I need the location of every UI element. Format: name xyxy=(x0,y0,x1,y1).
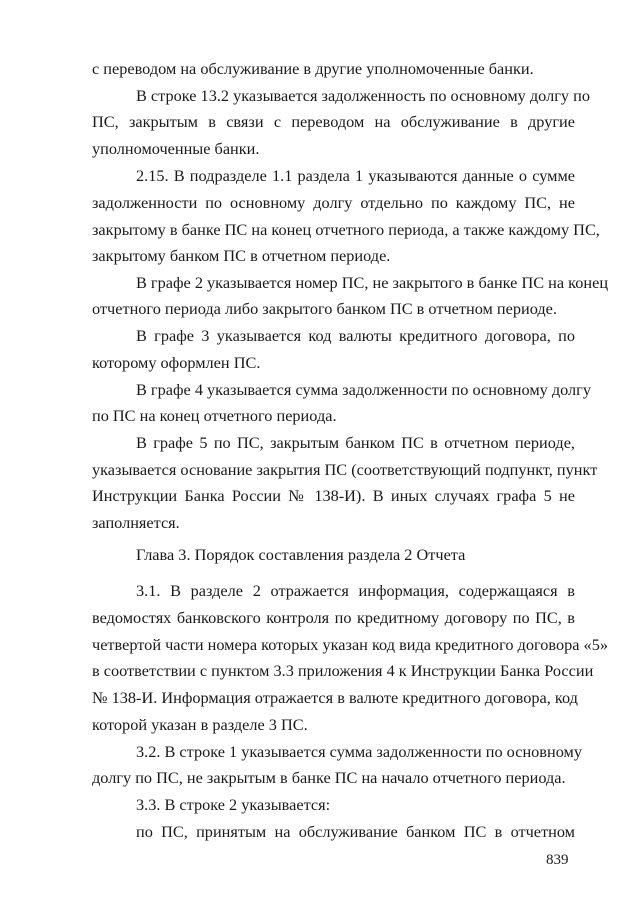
text-line: по ПС на конец отчетного периода. xyxy=(92,406,337,425)
chapter-heading: Глава 3. Порядок составления раздела 2 Отчета xyxy=(136,545,466,564)
text-line: В графе 4 указывается сумма задолженности по основному долгу xyxy=(136,380,591,399)
page-number: 839 xyxy=(546,852,569,868)
text-line: четвертой части номера которых указан код вида кредитного договора «5» xyxy=(92,635,608,654)
text-line: 2.15. В подразделе 1.1 раздела 1 указываются данные о сумме xyxy=(136,166,575,185)
text-line: Инструкции Банка России № 138-И). В иных случаях графа 5 не xyxy=(92,486,575,505)
text-line: закрытому банком ПС в отчетном периоде. xyxy=(92,246,391,265)
text-line: которой указан в разделе 3 ПС. xyxy=(92,715,308,734)
text-line: указывается основание закрытия ПС (соответствующий подпункт, пункт xyxy=(92,460,598,479)
text-line: задолженности по основному долгу отдельно по каждому ПС, не xyxy=(92,193,575,212)
text-line: ПС, закрытым в связи с переводом на обслуживание в другие xyxy=(92,112,575,131)
text-line: ведомостях банковского контроля по кредитному договору по ПС, в xyxy=(92,608,575,627)
text-line: В графе 5 по ПС, закрытым банком ПС в отчетном периоде, xyxy=(136,433,575,452)
text-line: уполномоченные банки. xyxy=(92,139,260,158)
text-line: 3.1. В разделе 2 отражается информация, содержащаяся в xyxy=(136,581,575,600)
text-line: В графе 2 указывается номер ПС, не закрытого в банке ПС на конец xyxy=(136,273,609,292)
text-line: № 138-И. Информация отражается в валюте кредитного договора, код xyxy=(92,688,578,707)
text-line: заполняется. xyxy=(92,513,180,532)
text-line: закрытому в банке ПС на конец отчетного периода, а также каждому ПС, xyxy=(92,220,600,239)
text-line: 3.3. В строке 2 указывается: xyxy=(136,795,331,814)
text-line: которому оформлен ПС. xyxy=(92,353,261,372)
text-line: долгу по ПС, не закрытым в банке ПС на начало отчетного периода. xyxy=(92,768,566,787)
text-line: В графе 3 указывается код валюты кредитного договора, по xyxy=(136,326,575,345)
text-line: В строке 13.2 указывается задолженность по основному долгу по xyxy=(136,86,590,105)
text-line: 3.2. В строке 1 указывается сумма задолженности по основному xyxy=(136,742,582,761)
text-line: с переводом на обслуживание в другие уполномоченные банки. xyxy=(92,59,534,78)
text-line: в соответствии с пунктом 3.3 приложения 4 к Инструкции Банка России xyxy=(92,661,594,680)
text-line: по ПС, принятым на обслуживание банком ПС в отчетном xyxy=(136,822,575,841)
text-line: отчетного периода либо закрытого банком ПС в отчетном периоде. xyxy=(92,299,557,318)
